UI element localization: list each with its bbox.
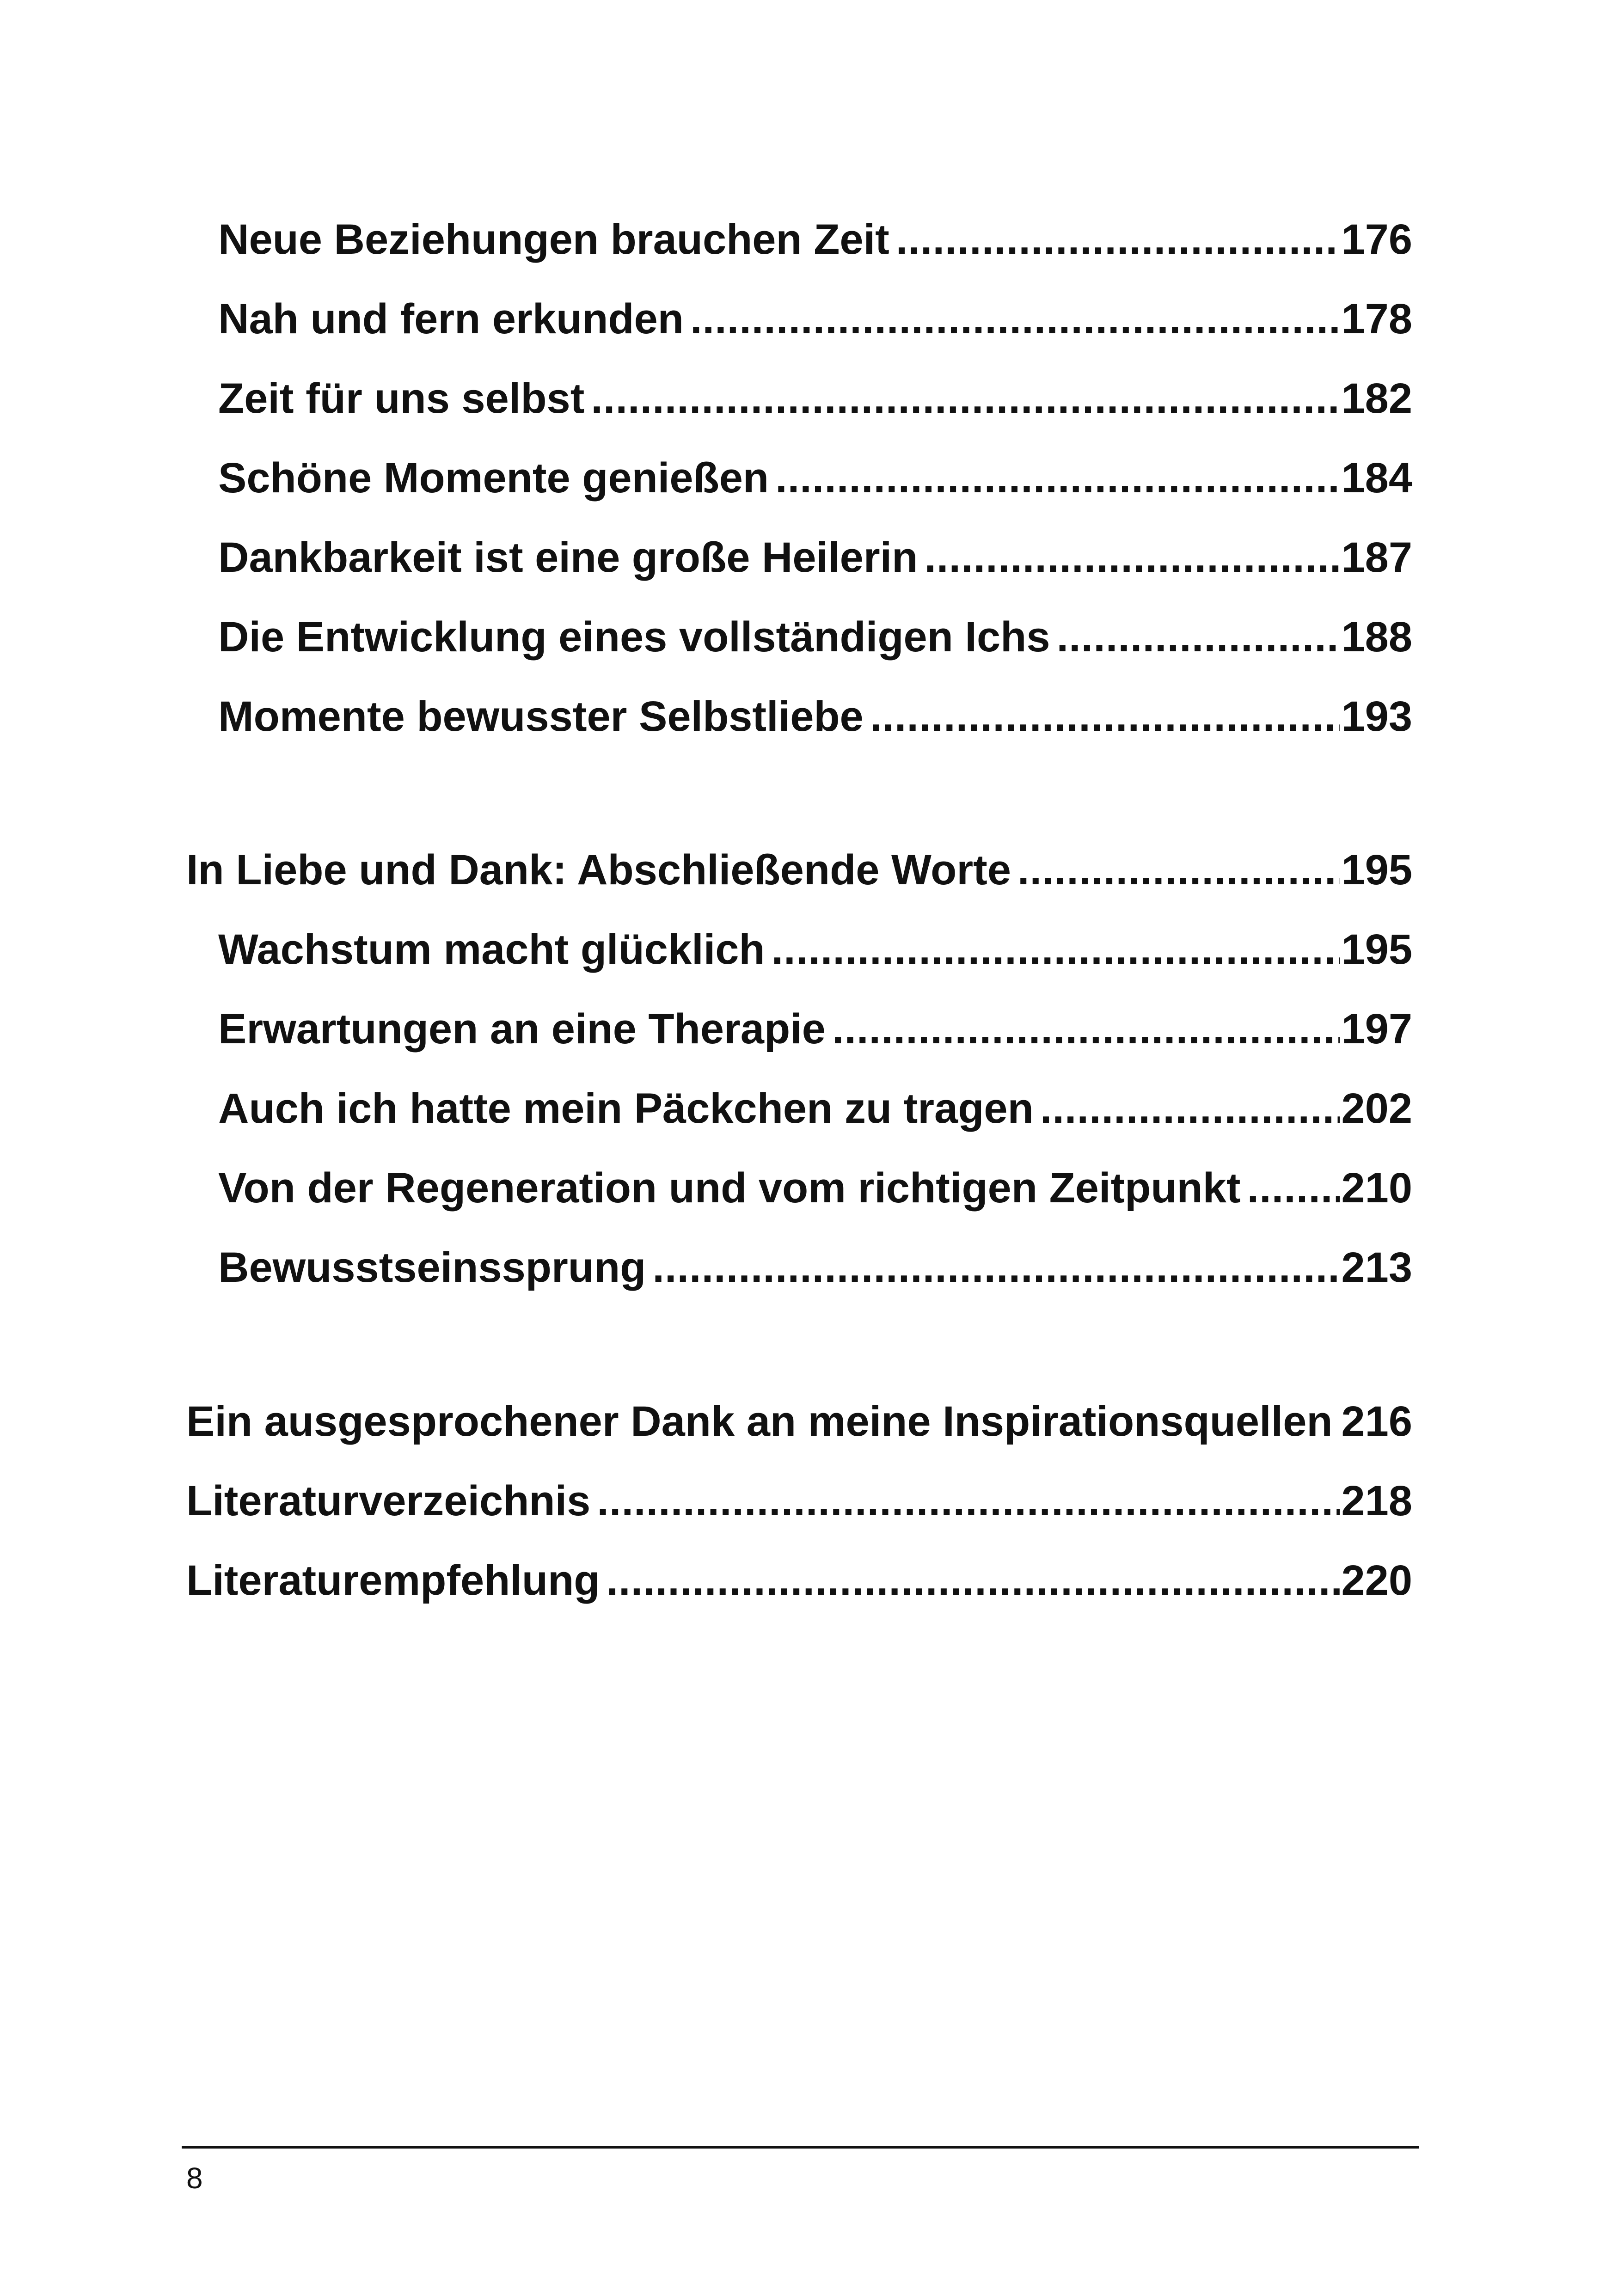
- toc-entry-page: 213: [1341, 1244, 1412, 1291]
- toc-leader-dots: [690, 294, 1340, 344]
- toc-leader-dots: [597, 1476, 1339, 1526]
- toc-leader-dots: [1040, 1083, 1340, 1134]
- toc-entry-page: 210: [1341, 1164, 1412, 1212]
- toc-entry[interactable]: [218, 1069, 1412, 1134]
- page-number: 8: [186, 2161, 203, 2195]
- toc-entry-page: 195: [1341, 846, 1412, 894]
- toc-leader-dots: [870, 691, 1340, 742]
- toc-entry-page: 184: [1341, 454, 1412, 502]
- toc-entry[interactable]: [218, 910, 1412, 975]
- toc-leader-dots: [591, 373, 1339, 424]
- toc-entry-title: In Liebe und Dank: Abschließende Worte: [186, 846, 1011, 894]
- toc-entry-title: Erwartungen an eine Therapie: [218, 1005, 826, 1053]
- toc-leader-dots: [832, 1004, 1340, 1054]
- toc-leader-dots: [1247, 1163, 1340, 1213]
- toc-entry[interactable]: [218, 280, 1412, 344]
- toc-leader-dots: [652, 1242, 1339, 1293]
- toc-entry-page: 176: [1341, 216, 1412, 263]
- toc-entry[interactable]: [218, 1149, 1412, 1213]
- toc-entry-page: 220: [1341, 1557, 1412, 1604]
- toc-entry-title: Nah und fern erkunden: [218, 295, 684, 343]
- toc-leader-dots: [606, 1555, 1339, 1606]
- toc-leader-dots: [896, 214, 1340, 265]
- toc-entry[interactable]: [218, 359, 1412, 424]
- toc-entry[interactable]: [218, 1228, 1412, 1293]
- toc-entry-title: Literaturverzeichnis: [186, 1477, 591, 1525]
- toc-entry-title: Auch ich hatte mein Päckchen zu tragen: [218, 1085, 1034, 1132]
- toc-entry-title: Neue Beziehungen brauchen Zeit: [218, 216, 889, 263]
- toc-leader-dots: [1017, 845, 1340, 895]
- toc-leader-dots: [924, 532, 1339, 583]
- toc-entry-page: 182: [1341, 375, 1412, 422]
- toc-entry[interactable]: [218, 677, 1412, 742]
- toc-entry-title: Wachstum macht glücklich: [218, 926, 765, 973]
- toc-leader-dots: [1057, 612, 1340, 662]
- toc-entry-title: Literaturempfehlung: [186, 1557, 600, 1604]
- toc-entry-page: 218: [1341, 1477, 1412, 1525]
- toc-entry-title: Von der Regeneration und vom richtigen Zeitpunkt: [218, 1164, 1241, 1212]
- toc-entry[interactable]: [218, 200, 1412, 265]
- toc-entry-page: 193: [1341, 693, 1412, 740]
- footer-divider: [182, 2146, 1419, 2149]
- toc-entry[interactable]: [218, 439, 1412, 503]
- toc-entry-page: 197: [1341, 1005, 1412, 1053]
- toc-leader-dots: [772, 924, 1340, 975]
- toc-entry-page: 187: [1341, 534, 1412, 581]
- toc-entry-page: 216: [1341, 1398, 1412, 1445]
- toc-leader-dots: [775, 453, 1339, 503]
- toc-entry-page: 178: [1341, 295, 1412, 343]
- toc-chapter-entry[interactable]: [186, 831, 1412, 895]
- toc-entry-title: Bewusstseinssprung: [218, 1244, 646, 1291]
- toc-chapter-entry[interactable]: [186, 1382, 1412, 1447]
- toc-entry-title: Zeit für uns selbst: [218, 375, 585, 422]
- toc-entry-title: Momente bewusster Selbstliebe: [218, 693, 864, 740]
- toc-entry[interactable]: [218, 518, 1412, 583]
- toc-entry[interactable]: [218, 598, 1412, 662]
- toc-entry-title: Die Entwicklung eines vollständigen Ichs: [218, 613, 1050, 661]
- toc-entry-page: 188: [1341, 613, 1412, 661]
- toc-entry-title: Dankbarkeit ist eine große Heilerin: [218, 534, 918, 581]
- toc-entry-page: 202: [1341, 1085, 1412, 1132]
- toc-entry-title: Schöne Momente genießen: [218, 454, 769, 502]
- toc-leader-dots: [1339, 1396, 1340, 1447]
- toc-entry-page: 195: [1341, 926, 1412, 973]
- toc-entry[interactable]: [218, 990, 1412, 1054]
- toc-entry-title: Ein ausgesprochener Dank an meine Inspirationsquellen: [186, 1398, 1333, 1445]
- toc-chapter-entry[interactable]: [186, 1462, 1412, 1526]
- toc-chapter-entry[interactable]: [186, 1541, 1412, 1606]
